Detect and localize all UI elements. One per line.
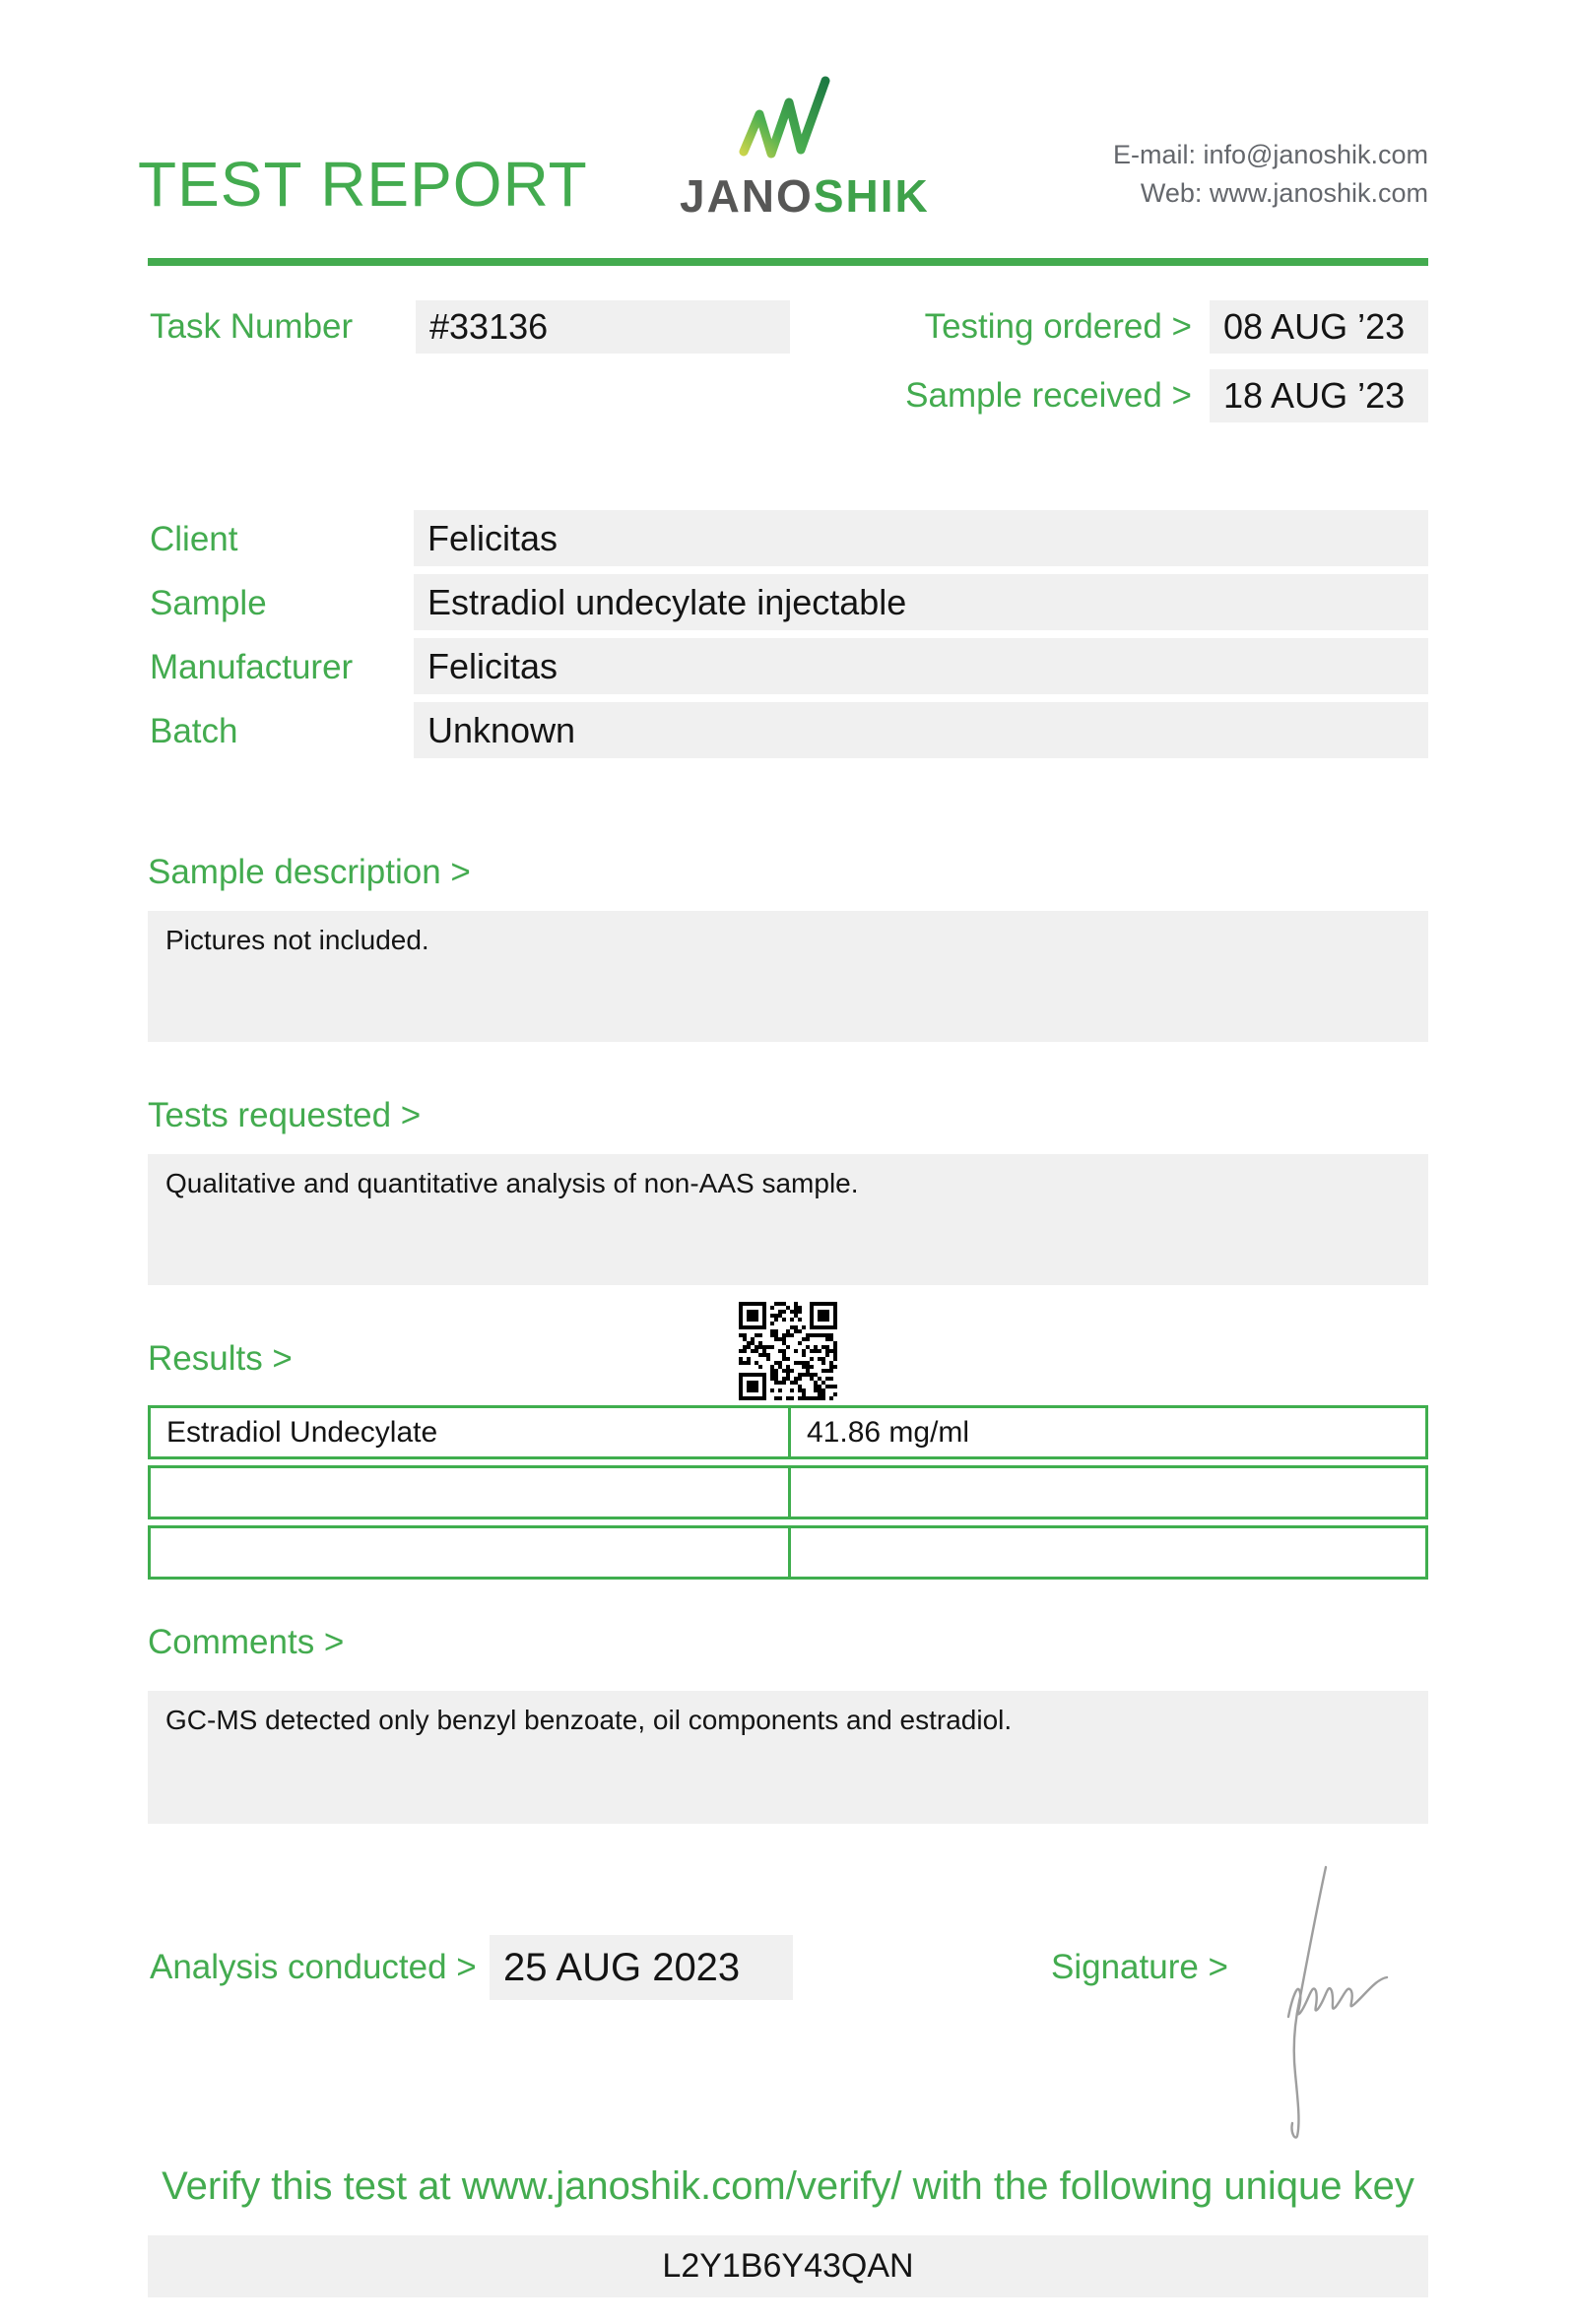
task-number-label: Task Number xyxy=(150,307,354,346)
contact-web: Web: www.janoshik.com xyxy=(1140,178,1428,208)
batch-label: Batch xyxy=(150,712,238,750)
manufacturer-value: Felicitas xyxy=(427,645,558,686)
contact-block xyxy=(936,136,1428,213)
tests-requested-heading: Tests requested > xyxy=(148,1096,422,1134)
result-substance xyxy=(151,1468,791,1517)
task-number-field xyxy=(416,300,790,354)
task-number-value: #33136 xyxy=(429,306,549,347)
result-concentration xyxy=(791,1528,1425,1577)
results-table-row xyxy=(148,1405,1428,1459)
signature-label: Signature > xyxy=(1051,1948,1228,1986)
results-table-row xyxy=(148,1465,1428,1519)
sample-field xyxy=(414,574,1428,630)
sample-label: Sample xyxy=(150,584,267,622)
batch-value: Unknown xyxy=(427,709,576,750)
comments-heading: Comments > xyxy=(148,1623,345,1661)
contact-email: E-mail: info@janoshik.com xyxy=(1112,140,1428,169)
result-substance: Estradiol Undecylate xyxy=(151,1408,791,1456)
brand-name-left: JANO xyxy=(680,170,814,222)
page-title: TEST REPORT xyxy=(138,149,588,220)
client-field xyxy=(414,510,1428,566)
comments-box: GC-MS detected only benzyl benzoate, oil components and estradiol. xyxy=(148,1691,1428,1824)
testing-ordered-label: Testing ordered > xyxy=(924,307,1192,346)
sample-received-label: Sample received > xyxy=(905,376,1192,415)
sample-value: Estradiol undecylate injectable xyxy=(427,581,907,622)
janoshik-chart-logo-icon xyxy=(737,71,835,161)
result-substance xyxy=(151,1528,791,1577)
result-concentration: 41.86 mg/ml xyxy=(807,1415,970,1449)
client-value: Felicitas xyxy=(427,517,558,558)
results-heading: Results > xyxy=(148,1339,293,1378)
result-concentration xyxy=(791,1468,1425,1517)
analysis-conducted-field xyxy=(490,1935,793,2000)
sample-description-heading: Sample description > xyxy=(148,853,471,891)
sample-received-field xyxy=(1210,369,1428,422)
brand-wordmark xyxy=(680,169,930,223)
qr-code xyxy=(737,1300,839,1402)
verify-heading: Verify this test at www.janoshik.com/verify/ with the following unique key xyxy=(162,2164,1414,2208)
brand-name-right: SHIK xyxy=(813,170,930,222)
manufacturer-field xyxy=(414,638,1428,694)
results-table-row xyxy=(148,1525,1428,1580)
testing-ordered-value: 08 AUG ’23 xyxy=(1223,306,1406,347)
analysis-conducted-value: 25 AUG 2023 xyxy=(503,1945,741,1989)
tests-requested-box: Qualitative and quantitative analysis of non-AAS sample. xyxy=(148,1154,1428,1285)
header-divider xyxy=(148,258,1428,266)
sample-description-box: Pictures not included. xyxy=(148,911,1428,1042)
testing-ordered-field xyxy=(1210,300,1428,354)
verify-key-field: L2Y1B6Y43QAN xyxy=(148,2235,1428,2297)
manufacturer-label: Manufacturer xyxy=(150,648,354,686)
analysis-conducted-label: Analysis conducted > xyxy=(150,1948,477,1986)
client-label: Client xyxy=(150,520,238,558)
sample-received-value: 18 AUG ’23 xyxy=(1223,375,1406,416)
results-table xyxy=(148,1405,1428,1585)
batch-field xyxy=(414,702,1428,758)
handwritten-signature xyxy=(1249,1849,1407,2140)
